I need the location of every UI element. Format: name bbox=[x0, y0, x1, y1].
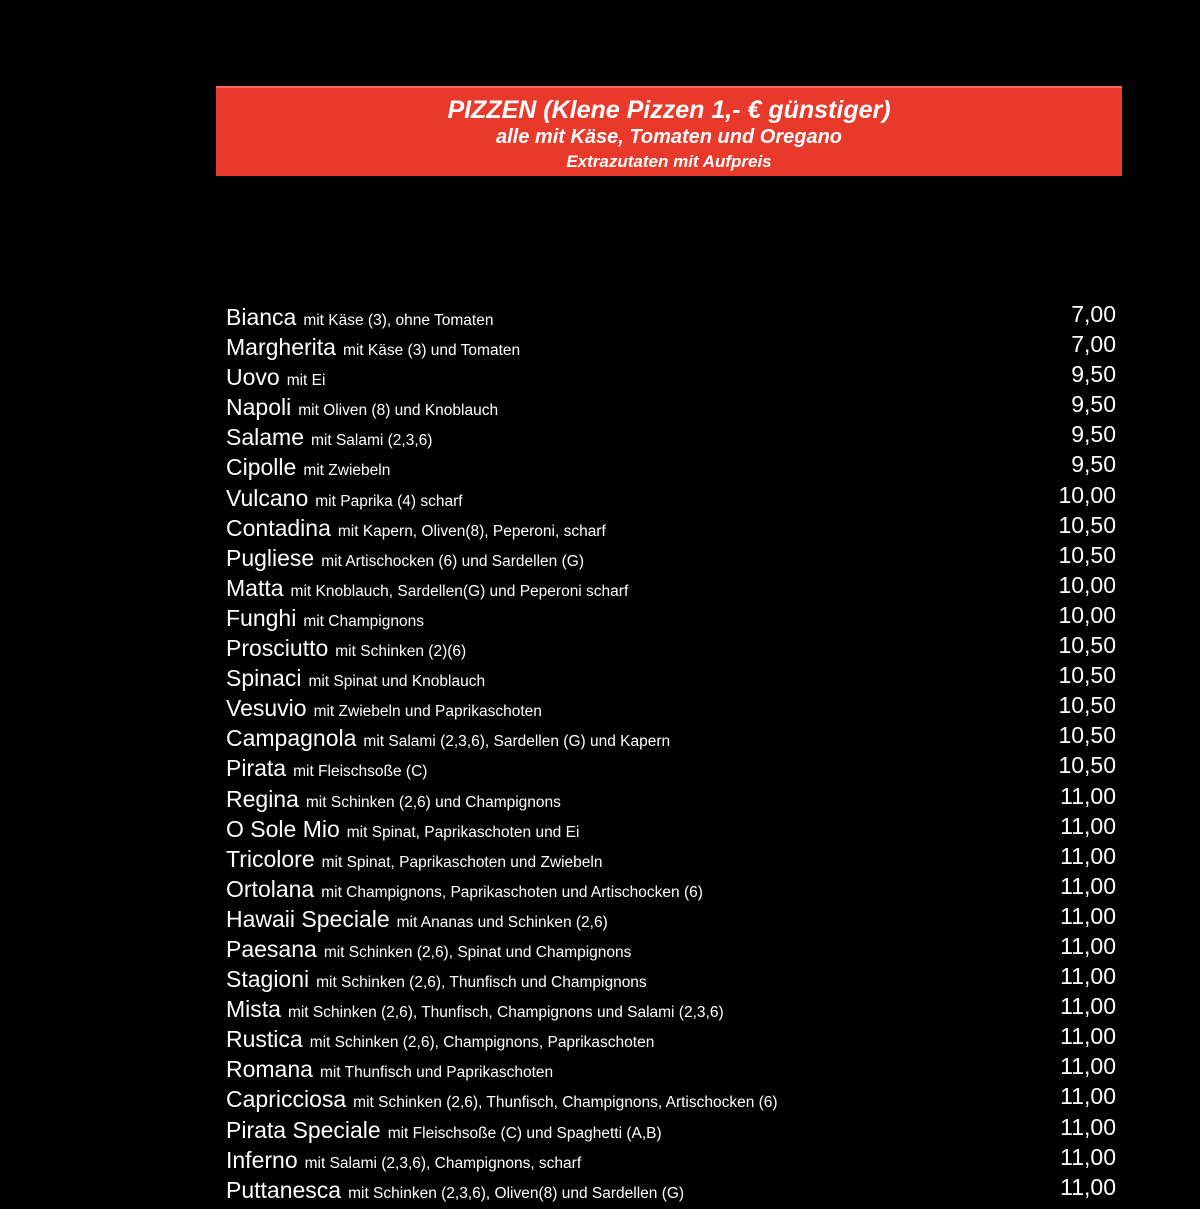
menu-item-row bbox=[226, 874, 1116, 904]
menu-item-name: Salame bbox=[226, 424, 304, 451]
menu-item-price: 11,00 bbox=[1060, 902, 1116, 929]
menu-item-price: 9,50 bbox=[1071, 361, 1116, 388]
menu-item-price: 9,50 bbox=[1071, 421, 1116, 448]
menu-item-row bbox=[226, 784, 1116, 814]
menu-item-name: Prosciutto bbox=[226, 635, 329, 662]
menu-item-name: Hawaii Speciale bbox=[226, 905, 390, 932]
menu-item-price: 11,00 bbox=[1060, 1023, 1116, 1050]
menu-item-description: mit Champignons bbox=[303, 612, 424, 630]
menu-item-name: Stagioni bbox=[226, 966, 310, 993]
menu-item-price: 11,00 bbox=[1060, 963, 1116, 990]
menu-item-description: mit Schinken (2,3,6), Oliven(8) und Sardellen (G) bbox=[348, 1184, 685, 1202]
menu-item-name: Matta bbox=[226, 574, 284, 601]
menu-item-description: mit Kapern, Oliven(8), Peperoni, scharf bbox=[337, 522, 606, 540]
menu-item-row bbox=[226, 663, 1116, 693]
menu-item-row bbox=[226, 633, 1116, 663]
menu-item-name: Inferno bbox=[226, 1146, 298, 1173]
menu-item-description: mit Zwiebeln bbox=[303, 462, 391, 480]
menu-item-row bbox=[226, 302, 1116, 332]
menu-item-price: 11,00 bbox=[1060, 1083, 1116, 1110]
menu-item-price: 11,00 bbox=[1060, 1053, 1116, 1080]
menu-item-description: mit Knoblauch, Sardellen(G) und Peperoni scharf bbox=[290, 582, 629, 600]
menu-item-description: mit Käse (3), ohne Tomaten bbox=[303, 312, 494, 329]
menu-item-description: mit Käse (3) und Tomaten bbox=[342, 342, 521, 360]
menu-item-description: mit Thunfisch und Paprikaschoten bbox=[319, 1064, 554, 1082]
menu-item-name: Pirata Speciale bbox=[226, 1116, 381, 1143]
menu-item-row bbox=[226, 814, 1116, 844]
menu-item-row bbox=[226, 1054, 1116, 1084]
menu-item-price: 10,00 bbox=[1058, 481, 1116, 508]
menu-section-title: PIZZEN (Klene Pizzen 1,- € günstiger) bbox=[447, 96, 891, 124]
menu-item-row bbox=[226, 513, 1116, 543]
menu-item-description: mit Artischocken (6) und Sardellen (G) bbox=[321, 552, 584, 570]
menu-item-description: mit Spinat und Knoblauch bbox=[308, 673, 486, 691]
menu-item-row bbox=[226, 452, 1116, 482]
menu-item-name: Rustica bbox=[226, 1026, 303, 1053]
menu-item-description: mit Zwiebeln und Paprikaschoten bbox=[313, 703, 542, 721]
menu-item-name: Contadina bbox=[226, 514, 331, 541]
menu-item-name: Capricciosa bbox=[226, 1086, 347, 1113]
menu-section-note: Extrazutaten mit Aufpreis bbox=[566, 152, 772, 171]
menu-item-row bbox=[226, 994, 1116, 1024]
menu-item-description: mit Schinken (2,6), Thunfisch, Champignons und Salami (2,3,6) bbox=[287, 1004, 724, 1022]
menu-item-price: 10,50 bbox=[1058, 511, 1116, 538]
menu-item-name: Spinaci bbox=[226, 665, 302, 692]
menu-item-price: 11,00 bbox=[1060, 1173, 1116, 1200]
menu-header-banner bbox=[216, 86, 1122, 176]
menu-section-subtitle: alle mit Käse, Tomaten und Oregano bbox=[496, 126, 842, 148]
menu-item-row bbox=[226, 934, 1116, 964]
menu-item-price: 10,50 bbox=[1058, 662, 1116, 689]
menu-item-row bbox=[226, 1175, 1116, 1205]
menu-item-description: mit Oliven (8) und Knoblauch bbox=[298, 402, 499, 420]
menu-item-name: Vesuvio bbox=[226, 695, 307, 722]
menu-item-price: 11,00 bbox=[1060, 932, 1116, 959]
menu-item-row bbox=[226, 964, 1116, 994]
menu-item-price: 10,50 bbox=[1058, 752, 1116, 779]
menu-item-description: mit Schinken (2,6), Champignons, Paprikaschoten bbox=[309, 1034, 655, 1052]
menu-item-description: mit Paprika (4) scharf bbox=[315, 492, 463, 510]
menu-item-row bbox=[226, 392, 1116, 422]
menu-item-price: 11,00 bbox=[1060, 812, 1116, 839]
menu-item-name: Napoli bbox=[226, 394, 292, 421]
menu-item-row bbox=[226, 543, 1116, 573]
menu-item-row bbox=[226, 844, 1116, 874]
menu-item-row bbox=[226, 1145, 1116, 1175]
menu-item-row bbox=[226, 1024, 1116, 1054]
menu-item-price: 11,00 bbox=[1060, 1113, 1116, 1140]
menu-item-name: Uovo bbox=[226, 364, 280, 391]
menu-item-price: 10,50 bbox=[1058, 632, 1116, 659]
menu-item-name: Vulcano bbox=[226, 484, 309, 511]
menu-item-description: mit Spinat, Paprikaschoten und Zwiebeln bbox=[321, 853, 603, 871]
menu-item-description: mit Spinat, Paprikaschoten und Ei bbox=[346, 823, 580, 841]
menu-item-row bbox=[226, 483, 1116, 513]
menu-item-price: 11,00 bbox=[1060, 1143, 1116, 1170]
menu-item-price: 7,00 bbox=[1071, 301, 1116, 327]
menu-item-price: 11,00 bbox=[1060, 993, 1116, 1020]
menu-item-description: mit Fleischsoße (C) und Spaghetti (A,B) bbox=[387, 1124, 662, 1142]
menu-item-price: 10,50 bbox=[1058, 541, 1116, 568]
menu-item-row bbox=[226, 1115, 1116, 1145]
menu-item-name: O Sole Mio bbox=[226, 815, 340, 842]
menu-item-row bbox=[226, 723, 1116, 753]
menu-item-row bbox=[226, 693, 1116, 723]
menu-item-row bbox=[226, 603, 1116, 633]
menu-item-description: mit Schinken (2)(6) bbox=[335, 643, 467, 661]
menu-item-description: mit Schinken (2,6), Thunfisch und Champignons bbox=[316, 974, 647, 992]
menu-item-name: Margherita bbox=[226, 334, 336, 361]
menu-item-row bbox=[226, 332, 1116, 362]
menu-item-row bbox=[226, 422, 1116, 452]
menu-item-name: Pugliese bbox=[226, 544, 315, 571]
menu-item-name: Funghi bbox=[226, 604, 297, 631]
menu-item-row bbox=[226, 753, 1116, 783]
menu-item-name: Tricolore bbox=[226, 845, 315, 872]
menu-item-description: mit Salami (2,3,6), Sardellen (G) und Kapern bbox=[363, 733, 671, 751]
menu-item-description: mit Schinken (2,6), Thunfisch, Champignons, Artischocken (6) bbox=[353, 1094, 778, 1112]
menu-item-price: 11,00 bbox=[1060, 872, 1116, 899]
menu-item-name: Mista bbox=[226, 996, 281, 1023]
menu-item-name: Puttanesca bbox=[226, 1176, 342, 1203]
menu-item-description: mit Salami (2,3,6) bbox=[310, 432, 433, 450]
menu-item-row bbox=[226, 362, 1116, 392]
menu-item-name: Paesana bbox=[226, 935, 317, 962]
menu-item-description: mit Schinken (2,6), Spinat und Champignons bbox=[323, 943, 632, 961]
menu-item-name: Romana bbox=[226, 1056, 313, 1083]
menu-item-description: mit Ei bbox=[286, 372, 326, 390]
menu-item-price: 9,50 bbox=[1071, 391, 1116, 418]
menu-item-name: Regina bbox=[226, 785, 299, 812]
menu-item-name: Bianca bbox=[226, 304, 297, 330]
menu-item-price: 7,00 bbox=[1071, 331, 1116, 358]
menu-item-price: 9,50 bbox=[1071, 451, 1116, 478]
menu-item-price: 10,50 bbox=[1058, 692, 1116, 719]
menu-item-price: 10,00 bbox=[1058, 571, 1116, 598]
menu-item-price: 10,00 bbox=[1058, 601, 1116, 628]
menu-item-name: Cipolle bbox=[226, 454, 297, 481]
menu-item-description: mit Salami (2,3,6), Champignons, scharf bbox=[304, 1154, 582, 1172]
menu-item-price: 11,00 bbox=[1060, 842, 1116, 869]
menu-item-description: mit Ananas und Schinken (2,6) bbox=[396, 913, 608, 931]
menu-item-row bbox=[226, 1084, 1116, 1114]
menu-item-list bbox=[226, 302, 1116, 1205]
menu-item-description: mit Champignons, Paprikaschoten und Artischocken (6) bbox=[321, 883, 703, 901]
menu-item-price: 11,00 bbox=[1060, 782, 1116, 809]
menu-item-name: Pirata bbox=[226, 755, 287, 782]
menu-item-row bbox=[226, 904, 1116, 934]
menu-item-price: 10,50 bbox=[1058, 722, 1116, 749]
menu-item-name: Ortolana bbox=[226, 875, 315, 902]
menu-item-description: mit Fleischsoße (C) bbox=[293, 763, 428, 781]
menu-item-row bbox=[226, 573, 1116, 603]
menu-item-name: Campagnola bbox=[226, 725, 357, 752]
menu-item-description: mit Schinken (2,6) und Champignons bbox=[305, 793, 561, 811]
